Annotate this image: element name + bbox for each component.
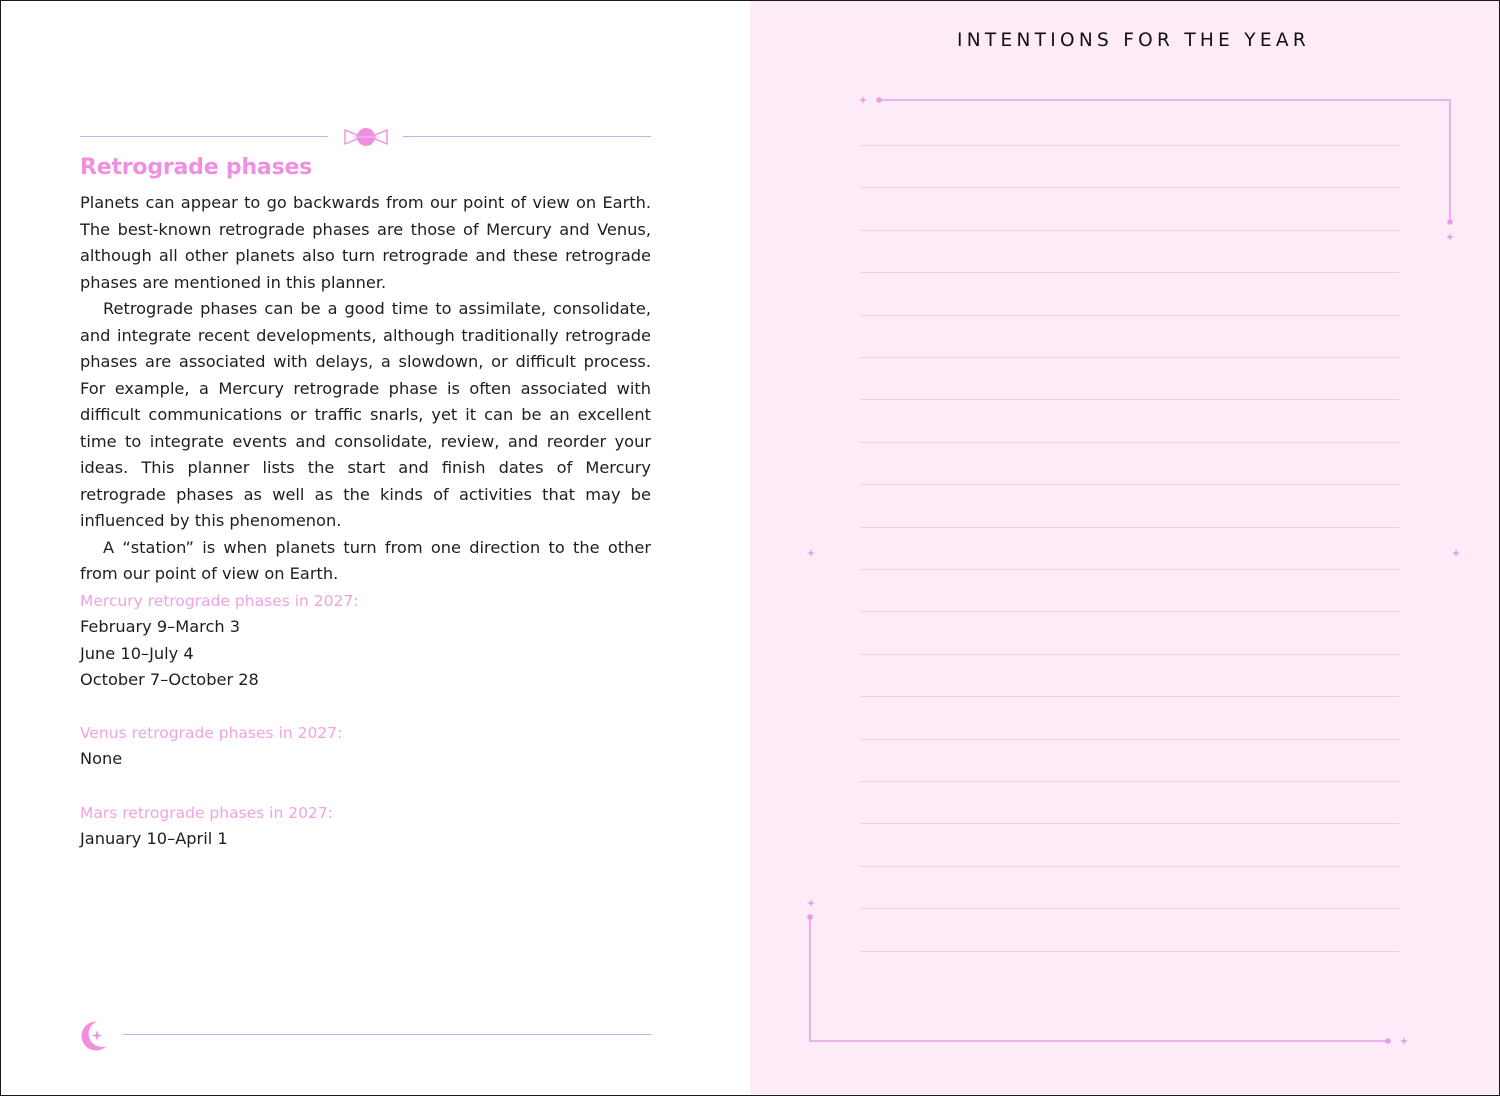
mercury-date-2: June 10–July 4 xyxy=(80,644,194,663)
writing-line[interactable] xyxy=(860,611,1400,612)
crescent-moon-star-icon xyxy=(78,1019,112,1053)
paragraph-1: Planets can appear to go backwards from our point of view on Earth. The best-known retrograde phases are those of Mercury and Venus, although all other planets also turn retrograde and these retrograde phases are mentioned in this planner. xyxy=(80,193,651,292)
right-page xyxy=(750,1,1499,1094)
bottom-rule xyxy=(123,1034,651,1035)
writing-line[interactable] xyxy=(860,654,1400,655)
writing-line[interactable] xyxy=(860,696,1400,697)
writing-line[interactable] xyxy=(860,230,1400,231)
writing-line[interactable] xyxy=(860,357,1400,358)
writing-line[interactable] xyxy=(860,866,1400,867)
mars-label: Mars retrograde phases in 2027: xyxy=(80,804,333,822)
venus-label: Venus retrograde phases in 2027: xyxy=(80,724,343,742)
mercury-date-3: October 7–October 28 xyxy=(80,670,259,689)
writing-line[interactable] xyxy=(860,399,1400,400)
top-rule-left xyxy=(80,136,328,137)
writing-line[interactable] xyxy=(860,272,1400,273)
writing-line[interactable] xyxy=(860,739,1400,740)
venus-date-1: None xyxy=(80,749,123,768)
section-heading: Retrograde phases xyxy=(80,155,313,180)
writing-line[interactable] xyxy=(860,908,1400,909)
page-title: INTENTIONS FOR THE YEAR xyxy=(956,30,1311,51)
mercury-label: Mercury retrograde phases in 2027: xyxy=(80,592,359,610)
writing-line[interactable] xyxy=(860,145,1400,146)
mercury-date-1: February 9–March 3 xyxy=(80,617,241,636)
writing-line[interactable] xyxy=(860,315,1400,316)
writing-line[interactable] xyxy=(860,187,1400,188)
writing-line[interactable] xyxy=(860,484,1400,485)
top-rule-right xyxy=(403,136,651,137)
planet-ornament-icon xyxy=(343,124,389,150)
writing-line[interactable] xyxy=(860,527,1400,528)
writing-line[interactable] xyxy=(860,951,1400,952)
body-text xyxy=(80,190,651,588)
paragraph-3: A “station” is when planets turn from one direction to the other from our point of view on Earth. xyxy=(80,537,651,583)
writing-line[interactable] xyxy=(860,823,1400,824)
paragraph-2: Retrograde phases can be a good time to assimilate, consolidate, and integrate recent developments, although traditionally retrograde phases are associated with delays, a slowdown, or difficult process. For example, a Mercury retrograde phase is often associated with difficult communications or traffic snarls, yet it can be an excellent time to integrate events and consolidate, review, and reorder your ideas. This planner lists the start and finish dates of Mercury retrograde phases as well as the kinds of activities that may be influenced by this phenomenon. xyxy=(80,299,651,530)
mars-date-1: January 10–April 1 xyxy=(80,829,228,848)
writing-line[interactable] xyxy=(860,781,1400,782)
writing-line[interactable] xyxy=(860,442,1400,443)
writing-line[interactable] xyxy=(860,569,1400,570)
